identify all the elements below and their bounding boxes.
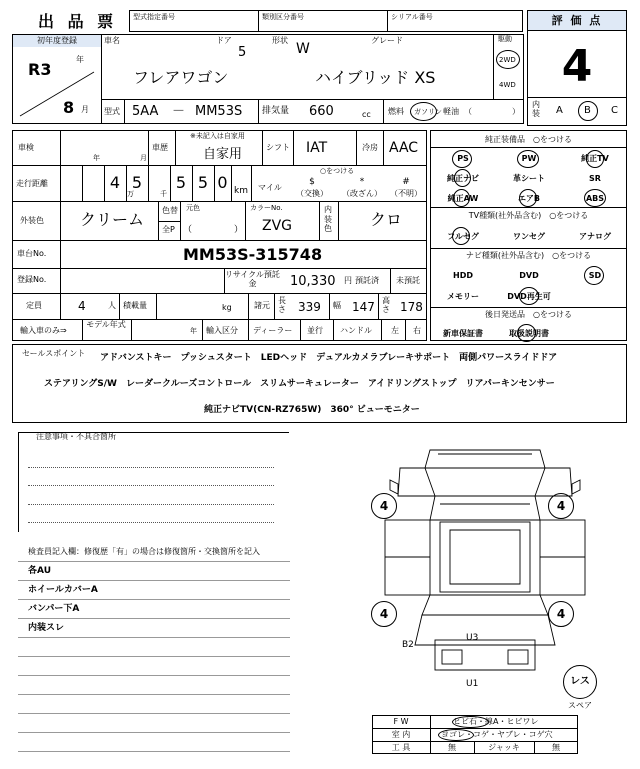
shape-label: 形状 [272, 36, 288, 45]
divider [405, 319, 406, 341]
tv-type-title: TV種類(社外品含む) ○をつける [468, 211, 589, 220]
tire-front-right: 4 [556, 499, 566, 513]
inspector-item: 内装スレ [28, 623, 65, 633]
selected-circle-mark [519, 287, 539, 305]
recycle-value: 10,330 [290, 274, 336, 289]
navi-sd: SD [588, 271, 602, 280]
divider [131, 319, 132, 341]
divider [430, 207, 627, 208]
divider [231, 165, 232, 201]
divider [381, 319, 382, 341]
grade-value: 4 [561, 41, 593, 92]
mileage-digit: 5 [175, 173, 187, 192]
inspection-month-unit: 月 [140, 154, 147, 162]
model-label: 型式 [104, 107, 120, 116]
reg-month: 8 [63, 98, 75, 117]
mile-option-symbol: $ [309, 177, 315, 187]
equip-abs: ABS [585, 194, 605, 203]
divider [329, 293, 330, 319]
chassis-label: 車台No. [17, 249, 47, 258]
import-class-label: 輸入区分 [206, 326, 238, 335]
category-number-label: 類別区分番号 [262, 13, 304, 21]
interior-grade-a: A [556, 105, 563, 116]
divider [175, 130, 176, 165]
drive-label: 駆動 [498, 35, 512, 43]
mileage-label: 走行距離 [16, 179, 48, 188]
km-unit: km [234, 186, 248, 196]
capacity-label: 定員 [26, 301, 42, 310]
exterior-value: クリーム [80, 210, 145, 229]
divider [158, 221, 180, 222]
mile-option-label: （不明） [390, 189, 422, 198]
divider [12, 293, 427, 294]
displacement-value: 660 [309, 104, 334, 119]
divider [12, 319, 427, 320]
original-color-label: 元色 [186, 204, 200, 212]
divider [258, 10, 259, 32]
import-label: 輸入車のみ⇒ [20, 326, 67, 335]
ac-label: 冷房 [362, 143, 378, 152]
divider [430, 307, 627, 308]
model-prefix: 5AA [132, 104, 159, 119]
kg-unit: kg [222, 303, 232, 312]
legend-tools-label: 工 具 [391, 743, 411, 752]
mile-option-label: （改ざん） [342, 189, 382, 198]
inspector-line [18, 599, 290, 600]
divider [202, 319, 203, 341]
divider [333, 319, 334, 341]
selected-circle-mark [519, 189, 537, 207]
shift-value: IAT [306, 140, 328, 156]
header-number-boxes [129, 10, 523, 32]
inspector-line [18, 656, 290, 657]
selling-point-line: 純正ナビTV(CN-RZ765W) 360° ビューモニター [204, 405, 420, 415]
equip-pw: PW [521, 154, 537, 163]
notes-line [28, 485, 274, 486]
length-value: 339 [298, 300, 321, 314]
selected-circle-mark [452, 150, 472, 168]
selected-circle-mark [584, 189, 606, 207]
inspector-line [18, 751, 290, 752]
parallel-label: 並行 [307, 326, 323, 335]
later-warranty: 新車保証書 [443, 329, 483, 338]
divider [378, 293, 379, 319]
divider [356, 130, 357, 165]
equipment-title: 純正装備品 ○をつける [485, 135, 572, 144]
tv-oneseg: ワンセグ [513, 232, 545, 241]
legend-interior-value: ヨゴレ・コゲ・ヤブレ・コゲ穴 [441, 730, 553, 739]
divider [12, 201, 427, 202]
first-reg-label: 初年度登録 [37, 36, 77, 45]
width-value: 147 [352, 300, 375, 314]
load-label: 積載量 [123, 301, 147, 310]
inspector-label: 検査員記入欄：修復歴「有」の場合は修復箇所・交換箇所を記入 [28, 547, 260, 556]
selected-circle-mark [453, 189, 470, 207]
selected-circle-mark [438, 729, 474, 741]
spare-label: スペア [568, 701, 592, 710]
inspector-line [18, 713, 290, 714]
selling-point-line: ステアリングS/W レーダークルーズコントロール スリムサーキュレーター アイドリングストップ リアパーキンセンサー [44, 379, 555, 389]
interior-grade-label: 内 装 [532, 100, 540, 118]
man-unit: 万 [127, 190, 134, 198]
capacity-unit: 人 [108, 301, 116, 310]
divider [180, 201, 181, 240]
divider [101, 99, 524, 100]
handle-label: ハンドル [340, 326, 372, 335]
notes-line [28, 467, 274, 468]
sen-unit: 千 [160, 190, 167, 198]
divider [300, 319, 301, 341]
regno-label: 登録No. [17, 275, 47, 284]
exterior-label: 外装色 [20, 216, 44, 225]
history-note: ※未記入は自家用 [190, 132, 245, 140]
height-label: 高さ [382, 296, 390, 315]
mileage-digit: 0 [217, 173, 228, 192]
divider [319, 201, 320, 240]
width-label: 幅 [333, 301, 341, 310]
inspector-line [18, 732, 290, 733]
recycle-status-undeposited: 未預託 [396, 276, 420, 285]
legend-jack-value: 無 [552, 743, 560, 752]
door-value: 5 [238, 45, 247, 60]
notes-frame-inner [18, 432, 290, 532]
divider [148, 165, 149, 201]
damage-mark-u3: U3 [466, 633, 479, 643]
era-year: R3 [28, 60, 52, 79]
notes-line [28, 522, 274, 523]
divider [262, 130, 263, 165]
inspector-line [18, 618, 290, 619]
color-no-label: カラーNo. [250, 204, 283, 212]
inspector-item: ホイールカバーA [28, 585, 98, 595]
capacity-value: 4 [78, 299, 86, 313]
mile-option-symbol: # [402, 177, 410, 187]
dealer-label: ディーラー [253, 326, 293, 335]
later-manual: 取扱説明書 [509, 329, 549, 338]
circle-note: ○をつける [320, 167, 355, 175]
form-title: 出 品 票 [38, 12, 118, 31]
divider [248, 319, 249, 341]
chassis-value: MM53S-315748 [183, 245, 323, 264]
displacement-unit: cc [362, 110, 371, 119]
selected-circle-mark [517, 150, 539, 168]
equip-airbag: エアB [517, 194, 541, 203]
navi-memory: メモリー [447, 292, 479, 301]
tv-analog: アナログ [579, 232, 611, 241]
interior-grade-c: C [611, 105, 618, 116]
mile-option-symbol: * [359, 177, 365, 187]
car-name-label: 車名 [104, 36, 120, 45]
color-change-label: 色替 [162, 206, 178, 215]
dims-label: 諸元 [254, 301, 270, 310]
divider [12, 165, 427, 166]
inspection-label: 車検 [18, 143, 34, 152]
tv-fullseg: フルセグ [447, 232, 479, 241]
mile-option-label: （交換） [296, 189, 328, 198]
legend-tools-value: 無 [448, 743, 456, 752]
divider [82, 319, 83, 341]
divider [12, 240, 427, 241]
selected-circle-mark [410, 102, 437, 121]
notes-label: 注意事項・不具合箇所 [36, 432, 116, 441]
model-code: MM53S [195, 104, 243, 119]
legend-fw-value: ヒビ石・線A・ヒビワレ [453, 717, 539, 726]
equip-genuine-tv: 純正TV [581, 154, 609, 163]
divider [124, 99, 125, 124]
month-unit: 月 [81, 105, 89, 114]
selected-circle-mark [517, 324, 536, 342]
divider [293, 130, 294, 165]
model-dash: － [172, 104, 186, 119]
equip-leather-seat: 革シート [513, 174, 545, 183]
mileage-digit: 5 [131, 173, 143, 192]
divider [338, 201, 339, 240]
selling-points-label: セールスポイント [22, 349, 86, 358]
legend-interior-label: 室 内 [391, 730, 411, 739]
selected-circle-mark [584, 266, 604, 285]
navi-hdd: HDD [453, 271, 473, 280]
divider [430, 248, 627, 249]
divider [156, 293, 157, 319]
mile-label: マイル [258, 183, 282, 192]
inspector-line [18, 637, 290, 638]
paren-open: （ [464, 107, 472, 116]
inspector-line [18, 561, 290, 562]
grade-name: ハイブリッド XS [315, 68, 436, 87]
type-designation-label: 型式指定番号 [133, 13, 175, 21]
grade-box-label: 評 価 点 [551, 14, 603, 27]
mileage-digit: 4 [109, 173, 121, 192]
divider [82, 165, 83, 201]
serial-number-label: シリアル番号 [391, 13, 433, 21]
handle-right: 右 [413, 326, 421, 335]
notes-line [28, 504, 274, 505]
drive-4wd: 4WD [499, 81, 516, 89]
divider [60, 130, 61, 319]
equip-sr: SR [589, 174, 601, 183]
fuel-value: ガソリン [414, 108, 442, 116]
light-oil-label: 軽油 [443, 107, 459, 116]
shape-value: W [296, 41, 310, 57]
shift-label: シフト [266, 143, 290, 152]
paren-open: （ [183, 225, 193, 235]
selected-circle-mark [454, 169, 471, 187]
divider [101, 34, 102, 124]
equip-ps: PS [457, 154, 469, 163]
inspector-line [18, 675, 290, 676]
divider [251, 165, 252, 201]
divider [372, 741, 578, 742]
divider [372, 728, 578, 729]
divider [245, 201, 246, 240]
recycle-unit: 円 [344, 276, 352, 285]
interior-color-label: 内装色 [324, 205, 332, 234]
paren-close: ） [234, 225, 244, 235]
divider [258, 99, 259, 124]
divider [383, 130, 384, 165]
ac-value: AAC [389, 140, 419, 156]
history-value: 自家用 [203, 147, 243, 162]
full-paint-label: 全P [162, 225, 175, 234]
car-name: フレアワゴン [133, 68, 229, 87]
divider [528, 97, 626, 98]
navi-dvd-playback: DVD再生可 [507, 292, 551, 301]
divider [119, 293, 120, 319]
inspection-year-unit: 年 [93, 154, 100, 162]
paren-close: ） [512, 107, 520, 116]
height-value: 178 [400, 300, 423, 314]
inspector-line [18, 580, 290, 581]
inspector-item: バンパー下A [28, 604, 80, 614]
handle-left: 左 [391, 326, 399, 335]
damage-mark-u1: U1 [466, 679, 479, 689]
navi-type-title: ナビ種類(社外品含む) ○をつける [465, 251, 592, 260]
legend-jack-label: ジャッキ [488, 743, 520, 752]
selling-point-line: アドバンストキー プッシュスタート LEDヘッド デュアルカメラブレーキサポート 両側パワースライドドア [100, 353, 558, 363]
divider [383, 99, 384, 124]
divider [274, 293, 275, 319]
selected-circle-mark [452, 716, 489, 728]
inspector-line [18, 694, 290, 695]
divider [493, 34, 494, 99]
equip-genuine-navi: 純正ナビ [447, 174, 479, 183]
grade-label: グレード [371, 36, 403, 45]
inspector-item: 各AU [28, 566, 51, 576]
drive-2wd: 2WD [499, 56, 516, 64]
spare-value: レス [570, 676, 590, 687]
divider [248, 293, 249, 319]
interior-grade-b: B [584, 105, 591, 116]
color-no-value: ZVG [262, 218, 293, 234]
equip-genuine-aw: 純正AW [447, 194, 479, 203]
selected-circle-mark [586, 150, 604, 168]
tire-rear-right: 4 [556, 607, 566, 621]
divider [430, 147, 627, 148]
legend-fw-label: F W [393, 717, 409, 726]
recycle-status-deposited: 預託済 [355, 276, 379, 285]
divider [12, 268, 427, 269]
displacement-label: 排気量 [262, 106, 290, 116]
fuel-label: 燃料 [388, 107, 404, 116]
divider [148, 130, 149, 165]
selected-circle-mark [496, 50, 520, 69]
mileage-digit: 5 [197, 173, 209, 192]
model-year-label: モデル年式 [86, 320, 126, 329]
damage-mark-b2: B2 [402, 640, 414, 650]
later-shipment-title: 後日発送品 ○をつける [485, 310, 572, 319]
door-label: ドア [216, 36, 232, 45]
interior-color-value: クロ [370, 210, 403, 229]
navi-dvd: DVD [519, 271, 539, 280]
history-label: 車歴 [152, 143, 168, 152]
divider [387, 10, 388, 32]
length-label: 長さ [278, 296, 286, 315]
tire-front-left: 4 [379, 499, 389, 513]
selected-circle-mark [578, 101, 598, 121]
import-year-unit: 年 [190, 327, 197, 335]
year-unit: 年 [76, 55, 84, 64]
divider [390, 268, 391, 293]
recycle-label: リサイクル預託金 [225, 270, 280, 289]
tire-rear-left: 4 [379, 607, 389, 621]
selected-circle-mark [452, 227, 470, 245]
